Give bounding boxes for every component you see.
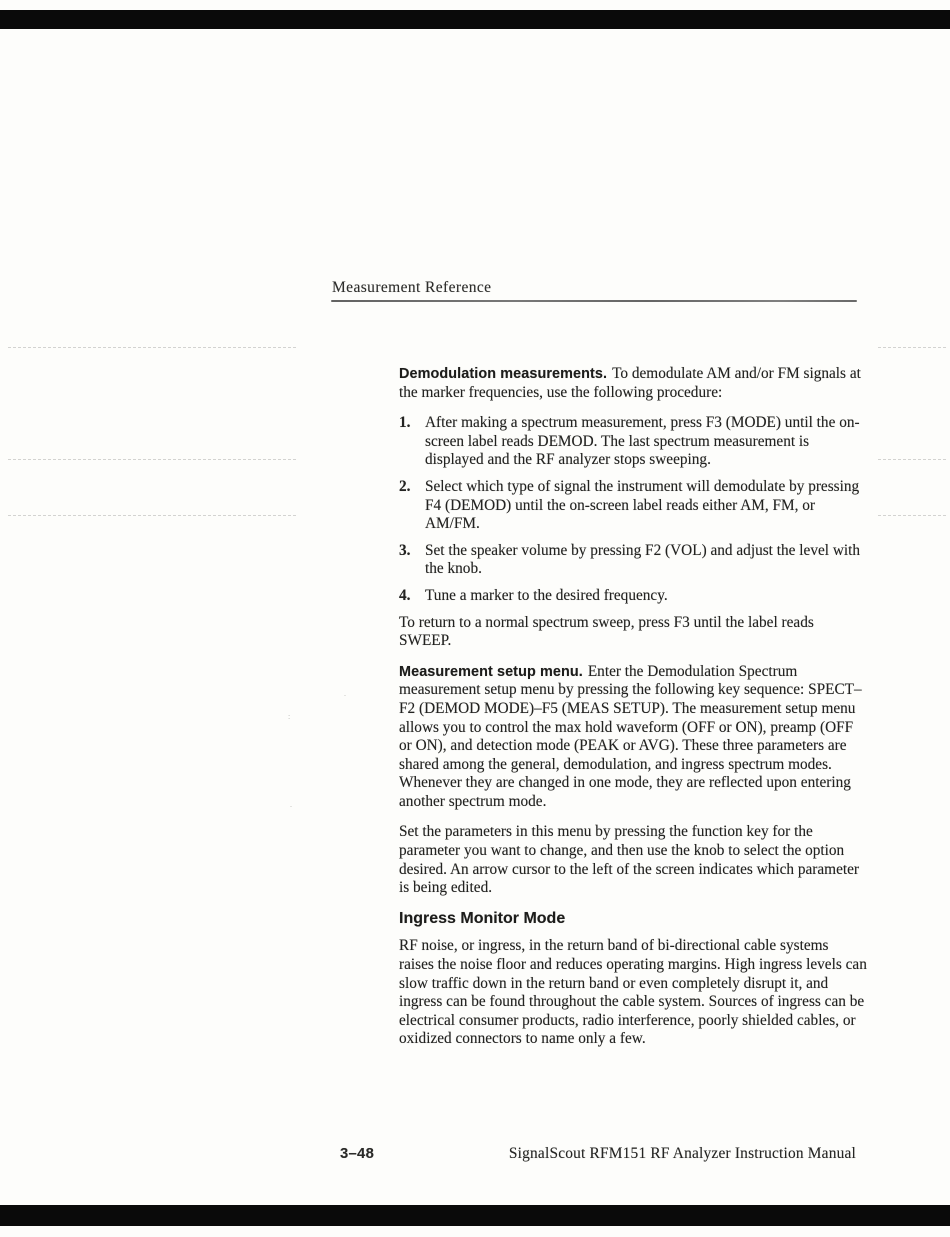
setup-lead-in: Measurement setup menu. — [399, 663, 583, 680]
header-rule — [331, 300, 857, 302]
scan-artifact-line — [8, 515, 296, 516]
step-number: 4. — [399, 586, 411, 604]
scan-artifact-line — [8, 459, 296, 460]
scan-edge-band-bottom — [0, 1205, 950, 1226]
return-note-paragraph: To return to a normal spectrum sweep, press F3 until the label reads SWEEP. — [399, 613, 814, 650]
params-note-paragraph: Set the parameters in this menu by pressing the function key for the parameter you want to change, and then use the knob to select the option desired. An arrow cursor to the left of the screen indicates which parameter is being edited. — [399, 823, 859, 897]
procedure-step-3 — [399, 542, 867, 579]
setup-paragraph — [399, 663, 867, 812]
procedure-step-2 — [399, 478, 867, 534]
procedure-step-4 — [399, 587, 867, 606]
step-text: Set the speaker volume by pressing F2 (VOL) and adjust the level with the knob. — [425, 541, 861, 578]
intro-text: To demodulate AM and/or FM signals at the marker frequencies, use the following procedure: — [399, 365, 861, 401]
running-header-title: Measurement Reference — [332, 279, 492, 296]
scan-edge-band-top — [0, 10, 950, 29]
scan-speck: . — [344, 689, 346, 698]
ingress-body-paragraph: RF noise, or ingress, in the return band of bi-directional cable systems raises the noise floor and reduces operating margins. High ingress levels can slow traffic down in the return band or even completely disrupt it, and ingress can be found throughout the cable system. Sources of ingress can be electrical consumer products, radio interference, poorly shielded cables, or oxidized connectors to name only a few. — [399, 937, 867, 1048]
footer-page-number: 3–48 — [340, 1146, 375, 1162]
intro-paragraph — [399, 365, 867, 402]
ingress-section-heading: Ingress Monitor Mode — [399, 909, 566, 927]
scan-artifact-line — [8, 347, 296, 348]
procedure-list — [399, 414, 867, 605]
procedure-step-1 — [399, 414, 867, 470]
step-number: 1. — [399, 414, 411, 432]
scan-speck: : — [288, 712, 291, 721]
footer-manual-title: SignalScout RFM151 RF Analyzer Instruction Manual — [508, 1145, 856, 1162]
step-number: 2. — [399, 477, 411, 495]
intro-lead-in: Demodulation measurements. — [399, 366, 608, 382]
setup-text: Enter the Demodulation Spectrum measurement setup menu by pressing the following key sequence: SPECT–F2 (DEMOD MODE)–F5 (MEAS SETUP). The measurement setup menu allows you to control the max hold waveform (OFF or ON), preamp (OFF or ON), and detection mode (PEAK or AVG). These three parameters are shared among the general, demodulation, and ingress spectrum modes. Whenever they are changed in one mode, they are reflected upon entering another spectrum mode. — [399, 662, 862, 810]
scan-speck: . — [290, 800, 292, 809]
step-text: Select which type of signal the instrument will demodulate by pressing F4 (DEMOD) until the on-screen label reads either AM, FM, or AM/FM. — [425, 477, 860, 533]
step-text: Tune a marker to the desired frequency. — [425, 586, 668, 604]
scan-artifact-line — [878, 515, 946, 516]
page-body — [399, 365, 867, 1061]
scan-artifact-line — [878, 347, 946, 348]
scan-artifact-line — [878, 459, 946, 460]
step-text: After making a spectrum measurement, press F3 (MODE) until the on-screen label reads DEMOD. The last spectrum measurement is displayed and the RF analyzer stops sweeping. — [425, 414, 860, 469]
step-number: 3. — [399, 541, 411, 559]
